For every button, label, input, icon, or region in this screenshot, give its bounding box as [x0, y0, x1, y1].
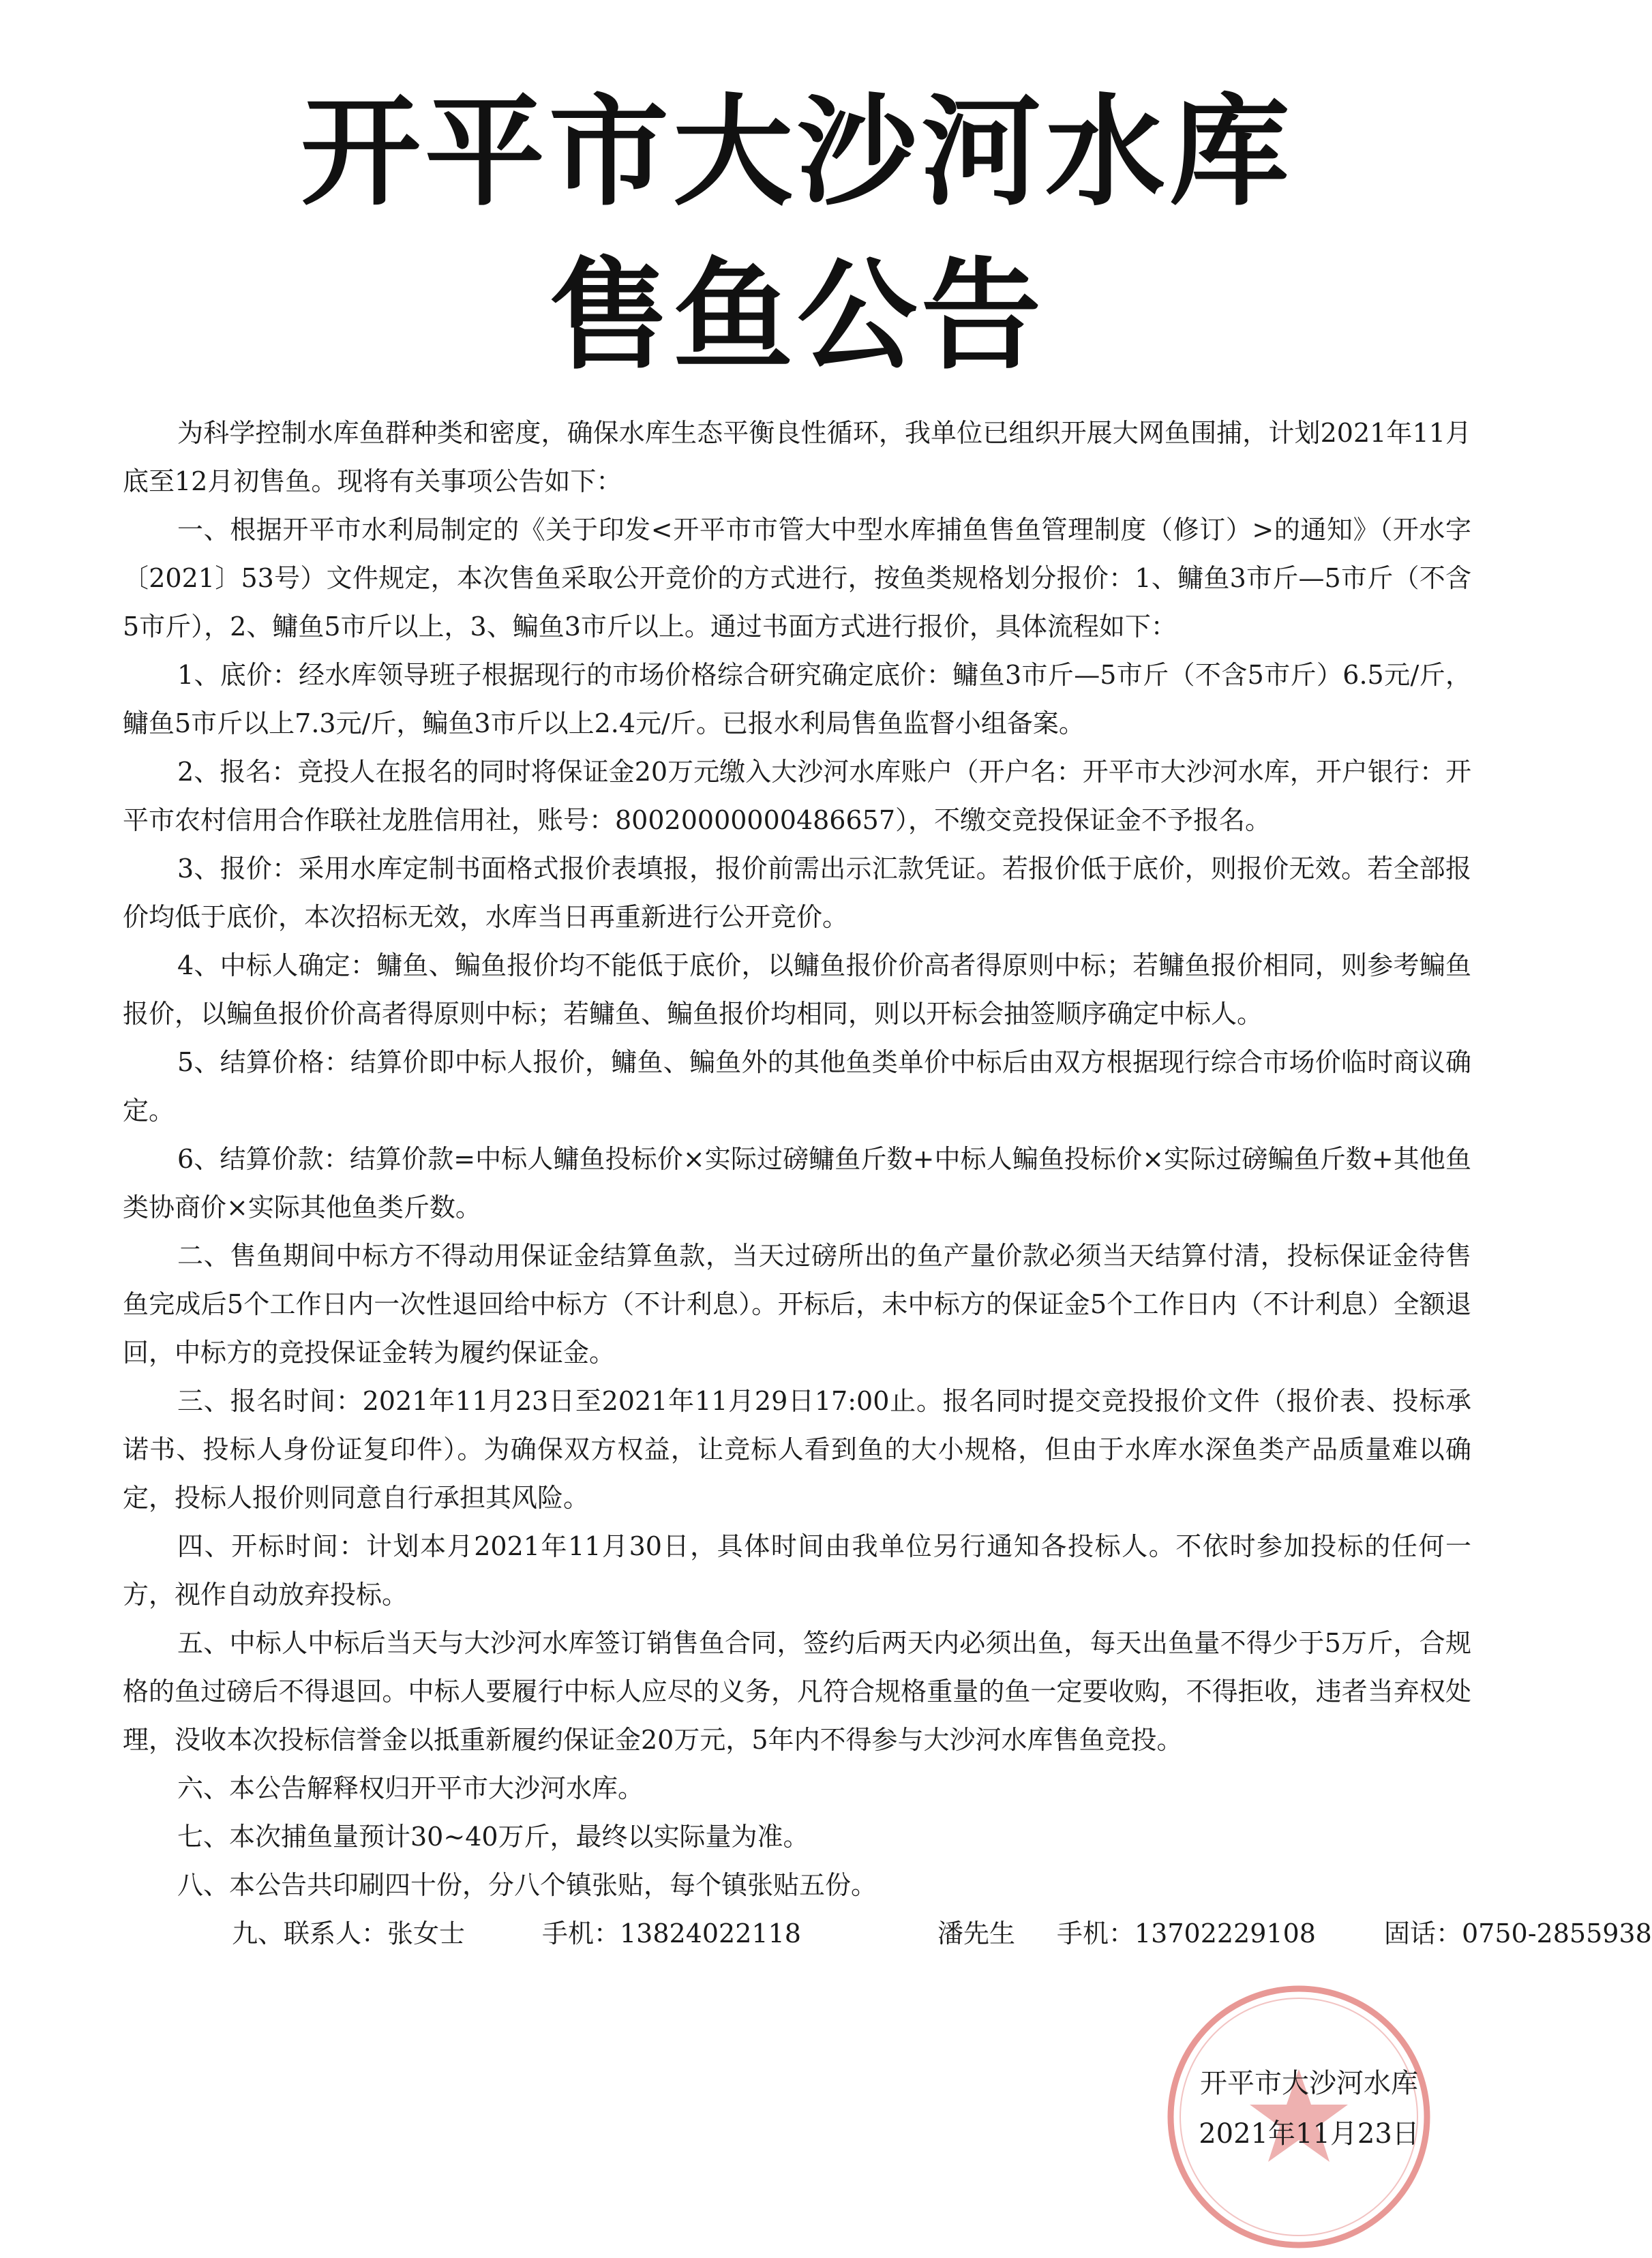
paragraph-7: 七、本次捕鱼量预计30~40万斤，最终以实际量为准。	[177, 1822, 809, 1852]
paragraph-8: 八、本公告共印刷四十份，分八个镇张贴，每个镇张贴五份。	[177, 1870, 877, 1900]
signature-date: 2021年11月23日	[1199, 2118, 1420, 2150]
paragraph-1-6-settlement-payment: 6、结算价款：结算价款=中标人鳙鱼投标价×实际过磅鳙鱼斤数+中标人鳊鱼投标价×实际过磅鳊鱼斤数+其他鱼类协商价×实际其他鱼类斤数。	[123, 1144, 1471, 1222]
paragraph-intro: 为科学控制水库鱼群种类和密度，确保水库生态平衡良性循环，我单位已组织开展大网鱼围捕，计划2021年11月底至12月初售鱼。现将有关事项公告如下：	[123, 418, 1471, 496]
paragraph-5: 五、中标人中标后当天与大沙河水库签订销售鱼合同，签约后两天内必须出鱼，每天出鱼量不得少于5万斤，合规格的鱼过磅后不得退回。中标人要履行中标人应尽的义务，凡符合规格重量的鱼一定要收购，不得拒收，违者当弃权处理，没收本次投标信誉金以抵重新履约保证金20万元，5年内不得参与大沙河水库售鱼竞投。	[123, 1628, 1471, 1755]
paragraph-6: 六、本公告解释权归开平市大沙河水库。	[177, 1773, 644, 1803]
notice-body	[123, 409, 1652, 1958]
contact-phone-1: 手机：13824022118	[542, 1918, 801, 1948]
paragraph-1-1-base-price: 1、底价：经水库领导班子根据现行的市场价格综合研究确定底价：鳙鱼3市斤—5市斤（不含5市斤）6.5元/斤，鳙鱼5市斤以上7.3元/斤，鳊鱼3市斤以上2.4元/斤。已报水利局售鱼监督小组备案。	[123, 660, 1471, 738]
contact-person-2: 潘先生	[937, 1918, 1016, 1948]
paragraph-4: 四、开标时间：计划本月2021年11月30日，具体时间由我单位另行通知各投标人。不依时参加投标的任何一方，视作自动放弃投标。	[123, 1531, 1471, 1610]
paragraph-3: 三、报名时间：2021年11月23日至2021年11月29日17:00止。报名同时提交竞投报价文件（报价表、投标承诺书、投标人身份证复印件）。为确保双方权益，让竞标人看到鱼的大小规格，但由于水库水深鱼类产品质量难以确定，投标人报价则同意自行承担其风险。	[123, 1386, 1471, 1513]
contact-phone-2: 手机：13702229108	[1057, 1918, 1316, 1948]
paragraph-1-2-registration: 2、报名：竞投人在报名的同时将保证金20万元缴入大沙河水库账户（开户名：开平市大沙河水库，开户银行：开平市农村信用合作联社龙胜信用社，账号：80020000000486657），不缴交竞投保证金不予报名。	[123, 757, 1471, 835]
title-line-1: 开平市大沙河水库	[300, 82, 1293, 222]
official-seal	[1162, 1981, 1435, 2253]
paragraph-1: 一、根据开平市水利局制定的《关于印发<开平市市管大中型水库捕鱼售鱼管理制度（修订）>的通知》（开水字〔2021〕53号）文件规定，本次售鱼采取公开竞价的方式进行，按鱼类规格划分报价：1、鳙鱼3市斤—5市斤（不含5市斤），2、鳙鱼5市斤以上，3、鳊鱼3市斤以上。通过书面方式进行报价，具体流程如下：	[123, 515, 1471, 642]
paragraph-2: 二、售鱼期间中标方不得动用保证金结算鱼款，当天过磅所出的鱼产量价款必须当天结算付清，投标保证金待售鱼完成后5个工作日内一次性退回给中标方（不计利息）。开标后，未中标方的保证金5个工作日内（不计利息）全额退回，中标方的竞投保证金转为履约保证金。	[123, 1241, 1471, 1368]
paragraph-1-4-winner: 4、中标人确定：鳙鱼、鳊鱼报价均不能低于底价，以鳙鱼报价价高者得原则中标；若鳙鱼报价相同，则参考鳊鱼报价，以鳊鱼报价价高者得原则中标；若鳙鱼、鳊鱼报价均相同，则以开标会抽签顺序确定中标人。	[123, 950, 1471, 1029]
contact-line	[123, 1910, 1652, 1958]
contact-landline: 固话：0750-2855938	[1384, 1918, 1652, 1948]
paragraph-1-5-settlement-price: 5、结算价格：结算价即中标人报价，鳙鱼、鳊鱼外的其他鱼类单价中标后由双方根据现行综合市场价临时商议确定。	[123, 1047, 1471, 1126]
paragraph-1-3-quotation: 3、报价：采用水库定制书面格式报价表填报，报价前需出示汇款凭证。若报价低于底价，则报价无效。若全部报价均低于底价，本次招标无效，水库当日再重新进行公开竞价。	[123, 854, 1471, 932]
contact-label: 九、联系人：张女士	[232, 1918, 466, 1948]
signature-organization: 开平市大沙河水库	[1200, 2068, 1418, 2099]
title-line-2: 售鱼公告	[548, 246, 1045, 386]
